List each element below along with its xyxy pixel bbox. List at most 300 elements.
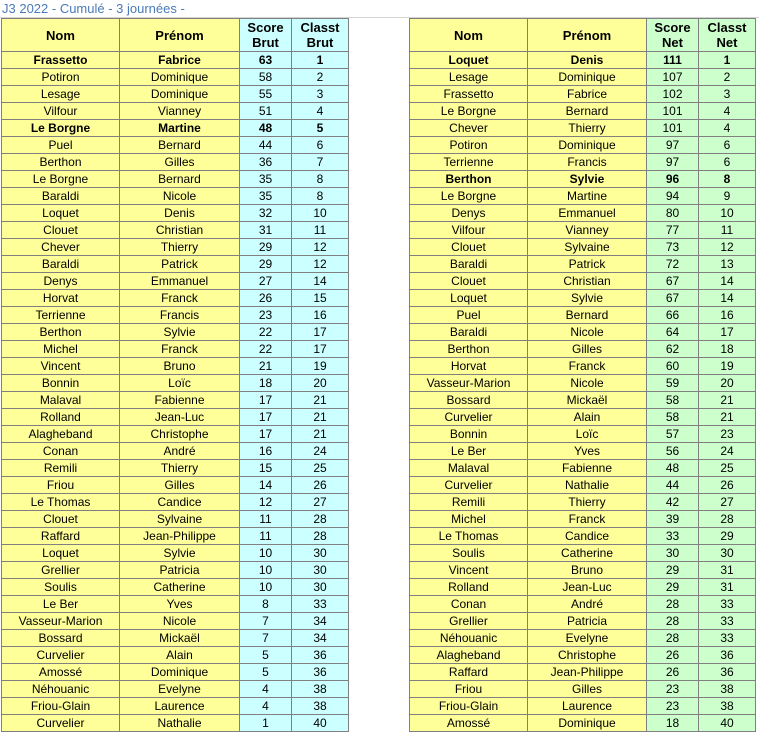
net-cell-score[interactable]: 42 (647, 494, 699, 511)
brut-cell-prenom[interactable]: Yves (120, 596, 240, 613)
brut-cell-nom[interactable]: Berthon (2, 324, 120, 341)
net-cell-classt[interactable]: 26 (699, 477, 756, 494)
net-cell-classt[interactable]: 28 (699, 511, 756, 528)
brut-cell-prenom[interactable]: Fabrice (120, 52, 240, 69)
net-cell-prenom[interactable]: Martine (528, 188, 647, 205)
brut-cell-nom[interactable]: Curvelier (2, 715, 120, 732)
net-cell-prenom[interactable]: Jean-Philippe (528, 664, 647, 681)
brut-cell-prenom[interactable]: Bruno (120, 358, 240, 375)
brut-cell-prenom[interactable]: Mickaël (120, 630, 240, 647)
net-cell-classt[interactable]: 3 (699, 86, 756, 103)
net-cell-nom[interactable]: Clouet (410, 273, 528, 290)
net-cell-nom[interactable]: Le Ber (410, 443, 528, 460)
net-cell-nom[interactable]: Amossé (410, 715, 528, 732)
brut-cell-nom[interactable]: Potiron (2, 69, 120, 86)
net-cell-score[interactable]: 23 (647, 698, 699, 715)
brut-cell-score[interactable]: 5 (240, 664, 292, 681)
brut-cell-prenom[interactable]: Thierry (120, 460, 240, 477)
net-cell-score[interactable]: 102 (647, 86, 699, 103)
net-cell-score[interactable]: 62 (647, 341, 699, 358)
brut-cell-classt[interactable]: 34 (292, 613, 349, 630)
brut-cell-score[interactable]: 44 (240, 137, 292, 154)
net-cell-prenom[interactable]: Patricia (528, 613, 647, 630)
net-cell-prenom[interactable]: Nathalie (528, 477, 647, 494)
net-cell-nom[interactable]: Le Borgne (410, 103, 528, 120)
brut-cell-classt[interactable]: 4 (292, 103, 349, 120)
brut-cell-nom[interactable]: Loquet (2, 545, 120, 562)
net-cell-classt[interactable]: 17 (699, 324, 756, 341)
net-cell-classt[interactable]: 10 (699, 205, 756, 222)
net-cell-prenom[interactable]: Sylvie (528, 171, 647, 188)
brut-header-nom[interactable]: Nom (2, 19, 120, 52)
brut-cell-nom[interactable]: Friou-Glain (2, 698, 120, 715)
brut-cell-nom[interactable]: Le Ber (2, 596, 120, 613)
brut-cell-nom[interactable]: Le Borgne (2, 120, 120, 137)
brut-cell-classt[interactable]: 10 (292, 205, 349, 222)
net-cell-prenom[interactable]: Bruno (528, 562, 647, 579)
brut-cell-classt[interactable]: 3 (292, 86, 349, 103)
brut-cell-classt[interactable]: 19 (292, 358, 349, 375)
brut-cell-prenom[interactable]: Bernard (120, 171, 240, 188)
net-cell-classt[interactable]: 9 (699, 188, 756, 205)
net-cell-score[interactable]: 97 (647, 154, 699, 171)
net-cell-classt[interactable]: 33 (699, 630, 756, 647)
net-cell-score[interactable]: 67 (647, 273, 699, 290)
brut-cell-classt[interactable]: 25 (292, 460, 349, 477)
net-cell-prenom[interactable]: Franck (528, 511, 647, 528)
net-cell-score[interactable]: 23 (647, 681, 699, 698)
net-cell-score[interactable]: 94 (647, 188, 699, 205)
net-cell-prenom[interactable]: Dominique (528, 137, 647, 154)
net-cell-classt[interactable]: 4 (699, 103, 756, 120)
net-header-classt[interactable] (699, 19, 756, 52)
net-cell-score[interactable]: 48 (647, 460, 699, 477)
brut-cell-classt[interactable]: 30 (292, 579, 349, 596)
net-cell-nom[interactable]: Le Borgne (410, 188, 528, 205)
net-cell-classt[interactable]: 33 (699, 613, 756, 630)
brut-cell-score[interactable]: 27 (240, 273, 292, 290)
brut-cell-score[interactable]: 1 (240, 715, 292, 732)
net-cell-prenom[interactable]: Patrick (528, 256, 647, 273)
brut-cell-classt[interactable]: 28 (292, 511, 349, 528)
net-cell-nom[interactable]: Chever (410, 120, 528, 137)
brut-cell-prenom[interactable]: André (120, 443, 240, 460)
brut-cell-classt[interactable]: 20 (292, 375, 349, 392)
brut-cell-score[interactable]: 22 (240, 324, 292, 341)
brut-cell-nom[interactable]: Lesage (2, 86, 120, 103)
brut-cell-prenom[interactable]: Franck (120, 341, 240, 358)
brut-cell-prenom[interactable]: Emmanuel (120, 273, 240, 290)
brut-cell-score[interactable]: 15 (240, 460, 292, 477)
brut-cell-score[interactable]: 5 (240, 647, 292, 664)
brut-cell-classt[interactable]: 24 (292, 443, 349, 460)
net-cell-nom[interactable]: Berthon (410, 171, 528, 188)
brut-cell-classt[interactable]: 30 (292, 545, 349, 562)
net-cell-score[interactable]: 39 (647, 511, 699, 528)
net-cell-prenom[interactable]: Laurence (528, 698, 647, 715)
net-cell-classt[interactable]: 16 (699, 307, 756, 324)
brut-cell-score[interactable]: 63 (240, 52, 292, 69)
brut-cell-classt[interactable]: 12 (292, 239, 349, 256)
net-header-prenom[interactable]: Prénom (528, 19, 647, 52)
net-cell-score[interactable]: 101 (647, 120, 699, 137)
brut-cell-score[interactable]: 36 (240, 154, 292, 171)
net-cell-prenom[interactable]: Dominique (528, 715, 647, 732)
brut-cell-score[interactable]: 51 (240, 103, 292, 120)
brut-cell-prenom[interactable]: Jean-Philippe (120, 528, 240, 545)
brut-cell-classt[interactable]: 15 (292, 290, 349, 307)
brut-cell-score[interactable]: 58 (240, 69, 292, 86)
brut-cell-nom[interactable]: Clouet (2, 511, 120, 528)
net-cell-classt[interactable]: 33 (699, 596, 756, 613)
net-cell-nom[interactable]: Frassetto (410, 86, 528, 103)
brut-cell-nom[interactable]: Vincent (2, 358, 120, 375)
brut-cell-nom[interactable]: Michel (2, 341, 120, 358)
brut-cell-score[interactable]: 7 (240, 630, 292, 647)
brut-cell-score[interactable]: 4 (240, 681, 292, 698)
net-cell-classt[interactable]: 6 (699, 154, 756, 171)
brut-cell-score[interactable]: 29 (240, 256, 292, 273)
net-cell-score[interactable]: 58 (647, 409, 699, 426)
net-cell-nom[interactable]: Grellier (410, 613, 528, 630)
net-cell-classt[interactable]: 27 (699, 494, 756, 511)
brut-cell-nom[interactable]: Denys (2, 273, 120, 290)
net-cell-nom[interactable]: Bonnin (410, 426, 528, 443)
brut-cell-nom[interactable]: Vilfour (2, 103, 120, 120)
brut-cell-classt[interactable]: 6 (292, 137, 349, 154)
net-cell-nom[interactable]: Rolland (410, 579, 528, 596)
brut-cell-score[interactable]: 7 (240, 613, 292, 630)
net-cell-prenom[interactable]: Gilles (528, 681, 647, 698)
net-cell-nom[interactable]: Michel (410, 511, 528, 528)
brut-cell-score[interactable]: 23 (240, 307, 292, 324)
brut-cell-score[interactable]: 8 (240, 596, 292, 613)
brut-cell-prenom[interactable]: Denis (120, 205, 240, 222)
brut-cell-classt[interactable]: 26 (292, 477, 349, 494)
brut-cell-prenom[interactable]: Franck (120, 290, 240, 307)
brut-cell-score[interactable]: 35 (240, 188, 292, 205)
net-cell-classt[interactable]: 31 (699, 579, 756, 596)
brut-cell-classt[interactable]: 33 (292, 596, 349, 613)
brut-cell-prenom[interactable]: Thierry (120, 239, 240, 256)
brut-cell-nom[interactable]: Bossard (2, 630, 120, 647)
brut-cell-prenom[interactable]: Alain (120, 647, 240, 664)
net-cell-score[interactable]: 111 (647, 52, 699, 69)
net-cell-score[interactable]: 58 (647, 392, 699, 409)
brut-cell-prenom[interactable]: Dominique (120, 69, 240, 86)
brut-cell-nom[interactable]: Le Borgne (2, 171, 120, 188)
net-cell-score[interactable]: 29 (647, 562, 699, 579)
brut-cell-score[interactable]: 35 (240, 171, 292, 188)
net-cell-nom[interactable]: Vasseur-Marion (410, 375, 528, 392)
brut-cell-score[interactable]: 32 (240, 205, 292, 222)
net-cell-score[interactable]: 97 (647, 137, 699, 154)
net-cell-nom[interactable]: Bossard (410, 392, 528, 409)
net-cell-score[interactable]: 80 (647, 205, 699, 222)
net-cell-prenom[interactable]: Christian (528, 273, 647, 290)
net-cell-nom[interactable]: Loquet (410, 52, 528, 69)
net-cell-score[interactable]: 107 (647, 69, 699, 86)
brut-cell-nom[interactable]: Conan (2, 443, 120, 460)
brut-cell-prenom[interactable]: Patrick (120, 256, 240, 273)
net-cell-score[interactable]: 28 (647, 613, 699, 630)
net-cell-classt[interactable]: 23 (699, 426, 756, 443)
net-cell-prenom[interactable]: Candice (528, 528, 647, 545)
net-cell-score[interactable]: 60 (647, 358, 699, 375)
net-cell-score[interactable]: 57 (647, 426, 699, 443)
net-cell-nom[interactable]: Baraldi (410, 324, 528, 341)
net-cell-nom[interactable]: Clouet (410, 239, 528, 256)
net-cell-nom[interactable]: Curvelier (410, 409, 528, 426)
brut-cell-score[interactable]: 55 (240, 86, 292, 103)
net-cell-nom[interactable]: Friou-Glain (410, 698, 528, 715)
net-cell-score[interactable]: 28 (647, 596, 699, 613)
brut-cell-nom[interactable]: Remili (2, 460, 120, 477)
brut-cell-classt[interactable]: 30 (292, 562, 349, 579)
brut-cell-prenom[interactable]: Gilles (120, 477, 240, 494)
net-cell-prenom[interactable]: Francis (528, 154, 647, 171)
net-cell-nom[interactable]: Curvelier (410, 477, 528, 494)
brut-cell-prenom[interactable]: Sylvaine (120, 511, 240, 528)
brut-cell-nom[interactable]: Amossé (2, 664, 120, 681)
brut-cell-nom[interactable]: Alagheband (2, 426, 120, 443)
brut-cell-prenom[interactable]: Gilles (120, 154, 240, 171)
brut-header-classt[interactable] (292, 19, 349, 52)
net-cell-score[interactable]: 66 (647, 307, 699, 324)
net-cell-score[interactable]: 59 (647, 375, 699, 392)
net-cell-classt[interactable]: 14 (699, 290, 756, 307)
brut-cell-nom[interactable]: Néhouanic (2, 681, 120, 698)
brut-cell-prenom[interactable]: Dominique (120, 664, 240, 681)
brut-cell-nom[interactable]: Baraldi (2, 256, 120, 273)
brut-cell-classt[interactable]: 36 (292, 664, 349, 681)
brut-cell-prenom[interactable]: Nicole (120, 188, 240, 205)
brut-header-prenom[interactable]: Prénom (120, 19, 240, 52)
net-cell-prenom[interactable]: Catherine (528, 545, 647, 562)
brut-cell-classt[interactable]: 21 (292, 392, 349, 409)
net-cell-prenom[interactable]: Vianney (528, 222, 647, 239)
net-cell-classt[interactable]: 4 (699, 120, 756, 137)
brut-cell-prenom[interactable]: Loïc (120, 375, 240, 392)
brut-cell-classt[interactable]: 7 (292, 154, 349, 171)
net-cell-classt[interactable]: 19 (699, 358, 756, 375)
net-header-score[interactable] (647, 19, 699, 52)
net-cell-classt[interactable]: 11 (699, 222, 756, 239)
brut-cell-score[interactable]: 10 (240, 579, 292, 596)
brut-cell-nom[interactable]: Curvelier (2, 647, 120, 664)
net-cell-prenom[interactable]: Nicole (528, 324, 647, 341)
brut-cell-prenom[interactable]: Evelyne (120, 681, 240, 698)
brut-cell-classt[interactable]: 36 (292, 647, 349, 664)
net-cell-nom[interactable]: Remili (410, 494, 528, 511)
net-cell-classt[interactable]: 14 (699, 273, 756, 290)
net-cell-prenom[interactable]: Mickaël (528, 392, 647, 409)
brut-cell-score[interactable]: 10 (240, 562, 292, 579)
brut-cell-nom[interactable]: Chever (2, 239, 120, 256)
net-cell-prenom[interactable]: Sylvie (528, 290, 647, 307)
brut-cell-score[interactable]: 12 (240, 494, 292, 511)
brut-cell-classt[interactable]: 17 (292, 341, 349, 358)
net-cell-prenom[interactable]: Fabienne (528, 460, 647, 477)
brut-cell-prenom[interactable]: Fabienne (120, 392, 240, 409)
brut-cell-prenom[interactable]: Nathalie (120, 715, 240, 732)
net-cell-nom[interactable]: Puel (410, 307, 528, 324)
net-header-nom[interactable]: Nom (410, 19, 528, 52)
net-cell-classt[interactable]: 38 (699, 698, 756, 715)
brut-cell-prenom[interactable]: Bernard (120, 137, 240, 154)
net-cell-score[interactable]: 96 (647, 171, 699, 188)
brut-cell-classt[interactable]: 1 (292, 52, 349, 69)
net-cell-classt[interactable]: 36 (699, 647, 756, 664)
net-cell-nom[interactable]: Friou (410, 681, 528, 698)
brut-cell-classt[interactable]: 14 (292, 273, 349, 290)
brut-cell-prenom[interactable]: Nicole (120, 613, 240, 630)
net-cell-score[interactable]: 64 (647, 324, 699, 341)
brut-cell-nom[interactable]: Vasseur-Marion (2, 613, 120, 630)
brut-cell-classt[interactable]: 38 (292, 698, 349, 715)
net-cell-prenom[interactable]: Fabrice (528, 86, 647, 103)
brut-cell-nom[interactable]: Grellier (2, 562, 120, 579)
net-cell-prenom[interactable]: Nicole (528, 375, 647, 392)
brut-cell-score[interactable]: 14 (240, 477, 292, 494)
brut-cell-prenom[interactable]: Dominique (120, 86, 240, 103)
brut-cell-classt[interactable]: 5 (292, 120, 349, 137)
brut-cell-prenom[interactable]: Jean-Luc (120, 409, 240, 426)
brut-cell-classt[interactable]: 16 (292, 307, 349, 324)
brut-cell-score[interactable]: 18 (240, 375, 292, 392)
net-cell-prenom[interactable]: Christophe (528, 647, 647, 664)
net-cell-nom[interactable]: Loquet (410, 290, 528, 307)
net-cell-nom[interactable]: Berthon (410, 341, 528, 358)
net-cell-prenom[interactable]: Thierry (528, 494, 647, 511)
net-cell-classt[interactable]: 21 (699, 409, 756, 426)
brut-cell-classt[interactable]: 27 (292, 494, 349, 511)
net-cell-nom[interactable]: Potiron (410, 137, 528, 154)
net-cell-nom[interactable]: Néhouanic (410, 630, 528, 647)
brut-cell-nom[interactable]: Friou (2, 477, 120, 494)
net-cell-score[interactable]: 26 (647, 664, 699, 681)
brut-cell-nom[interactable]: Loquet (2, 205, 120, 222)
net-cell-prenom[interactable]: Loïc (528, 426, 647, 443)
brut-cell-score[interactable]: 31 (240, 222, 292, 239)
brut-cell-nom[interactable]: Malaval (2, 392, 120, 409)
brut-cell-classt[interactable]: 8 (292, 188, 349, 205)
brut-cell-prenom[interactable]: Christian (120, 222, 240, 239)
brut-cell-score[interactable]: 11 (240, 511, 292, 528)
net-cell-classt[interactable]: 25 (699, 460, 756, 477)
net-cell-classt[interactable]: 2 (699, 69, 756, 86)
brut-cell-nom[interactable]: Puel (2, 137, 120, 154)
net-cell-nom[interactable]: Vincent (410, 562, 528, 579)
brut-cell-prenom[interactable]: Christophe (120, 426, 240, 443)
brut-cell-prenom[interactable]: Sylvie (120, 324, 240, 341)
brut-cell-score[interactable]: 22 (240, 341, 292, 358)
net-cell-nom[interactable]: Lesage (410, 69, 528, 86)
net-cell-nom[interactable]: Malaval (410, 460, 528, 477)
net-cell-classt[interactable]: 36 (699, 664, 756, 681)
net-cell-classt[interactable]: 8 (699, 171, 756, 188)
brut-cell-score[interactable]: 17 (240, 409, 292, 426)
brut-header-score[interactable] (240, 19, 292, 52)
brut-cell-classt[interactable]: 21 (292, 426, 349, 443)
net-cell-classt[interactable]: 40 (699, 715, 756, 732)
net-cell-classt[interactable]: 18 (699, 341, 756, 358)
brut-cell-prenom[interactable]: Candice (120, 494, 240, 511)
brut-cell-prenom[interactable]: Martine (120, 120, 240, 137)
net-cell-classt[interactable]: 24 (699, 443, 756, 460)
brut-cell-score[interactable]: 17 (240, 426, 292, 443)
net-cell-prenom[interactable]: Alain (528, 409, 647, 426)
brut-cell-score[interactable]: 11 (240, 528, 292, 545)
net-cell-prenom[interactable]: Bernard (528, 307, 647, 324)
net-cell-nom[interactable]: Baraldi (410, 256, 528, 273)
brut-cell-prenom[interactable]: Laurence (120, 698, 240, 715)
brut-cell-score[interactable]: 17 (240, 392, 292, 409)
brut-cell-classt[interactable]: 28 (292, 528, 349, 545)
net-cell-nom[interactable]: Alagheband (410, 647, 528, 664)
net-cell-prenom[interactable]: Jean-Luc (528, 579, 647, 596)
brut-cell-classt[interactable]: 11 (292, 222, 349, 239)
net-cell-nom[interactable]: Vilfour (410, 222, 528, 239)
brut-cell-nom[interactable]: Clouet (2, 222, 120, 239)
brut-cell-classt[interactable]: 38 (292, 681, 349, 698)
net-cell-score[interactable]: 44 (647, 477, 699, 494)
net-cell-prenom[interactable]: André (528, 596, 647, 613)
net-cell-nom[interactable]: Le Thomas (410, 528, 528, 545)
brut-cell-classt[interactable]: 40 (292, 715, 349, 732)
net-cell-classt[interactable]: 12 (699, 239, 756, 256)
net-cell-prenom[interactable]: Evelyne (528, 630, 647, 647)
net-cell-prenom[interactable]: Thierry (528, 120, 647, 137)
brut-cell-score[interactable]: 48 (240, 120, 292, 137)
net-cell-score[interactable]: 33 (647, 528, 699, 545)
net-cell-prenom[interactable]: Gilles (528, 341, 647, 358)
net-cell-score[interactable]: 72 (647, 256, 699, 273)
net-cell-classt[interactable]: 38 (699, 681, 756, 698)
net-cell-prenom[interactable]: Denis (528, 52, 647, 69)
net-cell-score[interactable]: 26 (647, 647, 699, 664)
net-cell-score[interactable]: 18 (647, 715, 699, 732)
net-cell-nom[interactable]: Horvat (410, 358, 528, 375)
net-cell-prenom[interactable]: Sylvaine (528, 239, 647, 256)
net-cell-nom[interactable]: Raffard (410, 664, 528, 681)
net-cell-nom[interactable]: Denys (410, 205, 528, 222)
net-cell-score[interactable]: 30 (647, 545, 699, 562)
brut-cell-nom[interactable]: Frassetto (2, 52, 120, 69)
net-cell-nom[interactable]: Conan (410, 596, 528, 613)
net-cell-prenom[interactable]: Dominique (528, 69, 647, 86)
net-cell-prenom[interactable]: Franck (528, 358, 647, 375)
brut-cell-score[interactable]: 10 (240, 545, 292, 562)
brut-cell-prenom[interactable]: Patricia (120, 562, 240, 579)
net-cell-score[interactable]: 56 (647, 443, 699, 460)
net-cell-score[interactable]: 29 (647, 579, 699, 596)
brut-cell-classt[interactable]: 12 (292, 256, 349, 273)
net-cell-nom[interactable]: Soulis (410, 545, 528, 562)
net-cell-classt[interactable]: 13 (699, 256, 756, 273)
brut-cell-classt[interactable]: 2 (292, 69, 349, 86)
net-cell-score[interactable]: 73 (647, 239, 699, 256)
net-cell-classt[interactable]: 31 (699, 562, 756, 579)
brut-cell-score[interactable]: 26 (240, 290, 292, 307)
net-cell-classt[interactable]: 21 (699, 392, 756, 409)
net-cell-classt[interactable]: 6 (699, 137, 756, 154)
brut-cell-score[interactable]: 16 (240, 443, 292, 460)
brut-cell-nom[interactable]: Raffard (2, 528, 120, 545)
net-cell-score[interactable]: 28 (647, 630, 699, 647)
brut-cell-classt[interactable]: 17 (292, 324, 349, 341)
net-cell-classt[interactable]: 20 (699, 375, 756, 392)
